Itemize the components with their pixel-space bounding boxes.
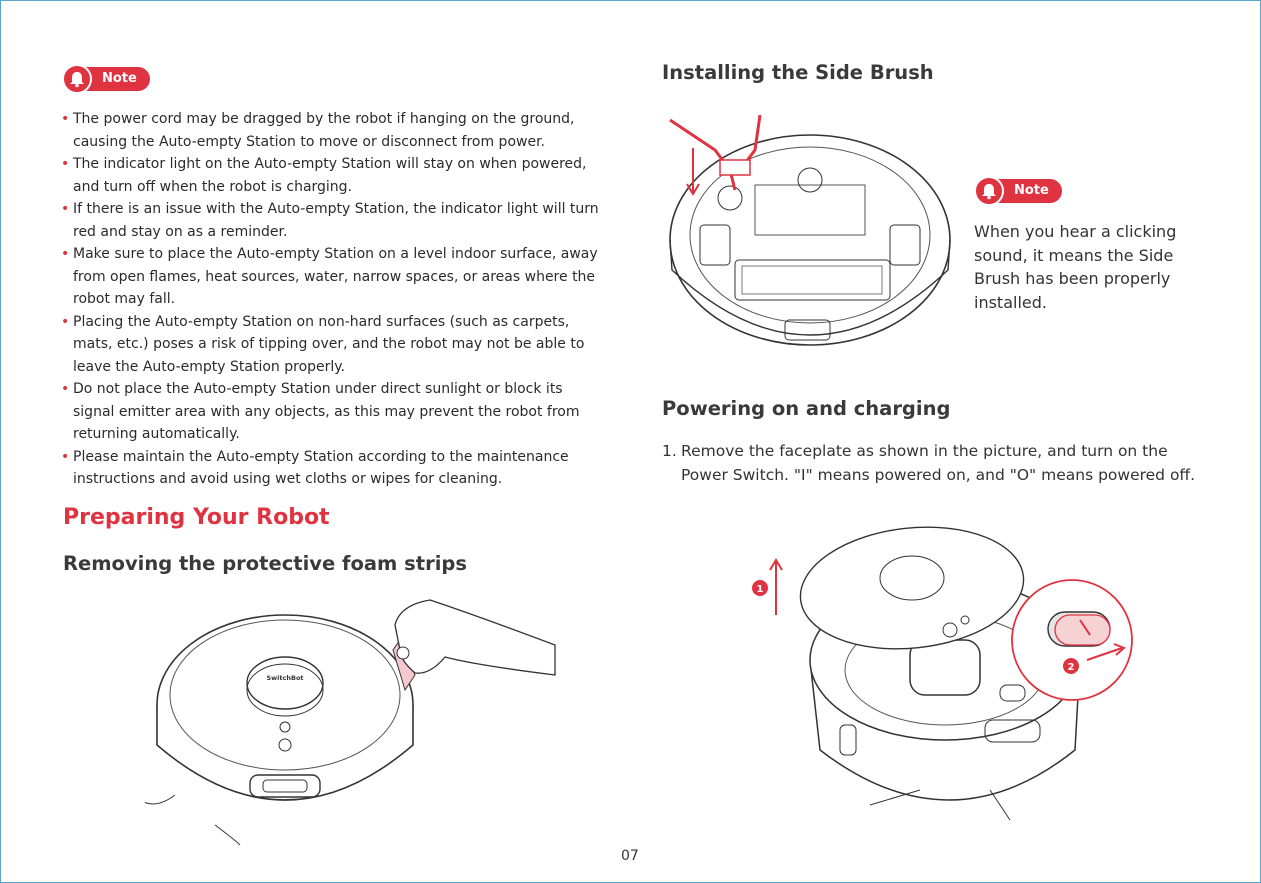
note-label: Note — [1014, 183, 1049, 198]
note-list — [63, 108, 608, 491]
note-item: • The indicator light on the Auto-empty Station will stay on when powered, and turn off when the robot is charging. — [63, 153, 608, 198]
bell-icon — [62, 64, 92, 94]
note-badge-right — [974, 178, 1062, 204]
foam-removal-illustration — [145, 595, 565, 845]
note-item: • The power cord may be dragged by the robot if hanging on the ground, causing the Auto-empty Station to move or disconnect from power. — [63, 108, 608, 153]
brand-logo: SwitchBot — [266, 674, 304, 682]
note-item: • Placing the Auto-empty Station on non-hard surfaces (such as carpets, mats, etc.) poses a risk of tipping over, and the robot may not be able to leave the Auto-empty Station properly. — [63, 311, 608, 379]
note-item: • Make sure to place the Auto-empty Station on a level indoor surface, away from open flames, heat sources, water, narrow spaces, or areas where the robot may fall. — [63, 243, 608, 311]
callout-1: 1 — [756, 584, 764, 595]
bell-icon — [974, 176, 1004, 206]
note-label: Note — [102, 71, 137, 86]
foam-heading: Removing the protective foam strips — [63, 552, 467, 575]
brush-heading: Installing the Side Brush — [662, 61, 934, 84]
note-item: • Do not place the Auto-empty Station under direct sunlight or block its signal emitter area with any objects, as this may prevent the robot from returning automatically. — [63, 378, 608, 446]
section-title: Preparing Your Robot — [63, 505, 330, 530]
note-item: • If there is an issue with the Auto-empty Station, the indicator light will turn red and stay on as a reminder. — [63, 198, 608, 243]
power-heading: Powering on and charging — [662, 397, 951, 420]
note-badge-left — [62, 66, 150, 92]
page-number: 07 — [621, 848, 639, 864]
step-text: Remove the faceplate as shown in the picture, and turn on the Power Switch. "I" means powered on, and "O" means powered off. — [681, 442, 1196, 484]
note-item: • Please maintain the Auto-empty Station according to the maintenance instructions and avoid using wet cloths or wipes for cleaning. — [63, 446, 608, 491]
power-switch-illustration — [750, 520, 1170, 840]
side-brush-illustration — [660, 110, 960, 380]
step-number: 1. — [662, 442, 677, 460]
brush-note: When you hear a clicking sound, it means the Side Brush has been properly installed. — [974, 222, 1177, 312]
callout-2: 2 — [1067, 662, 1075, 673]
